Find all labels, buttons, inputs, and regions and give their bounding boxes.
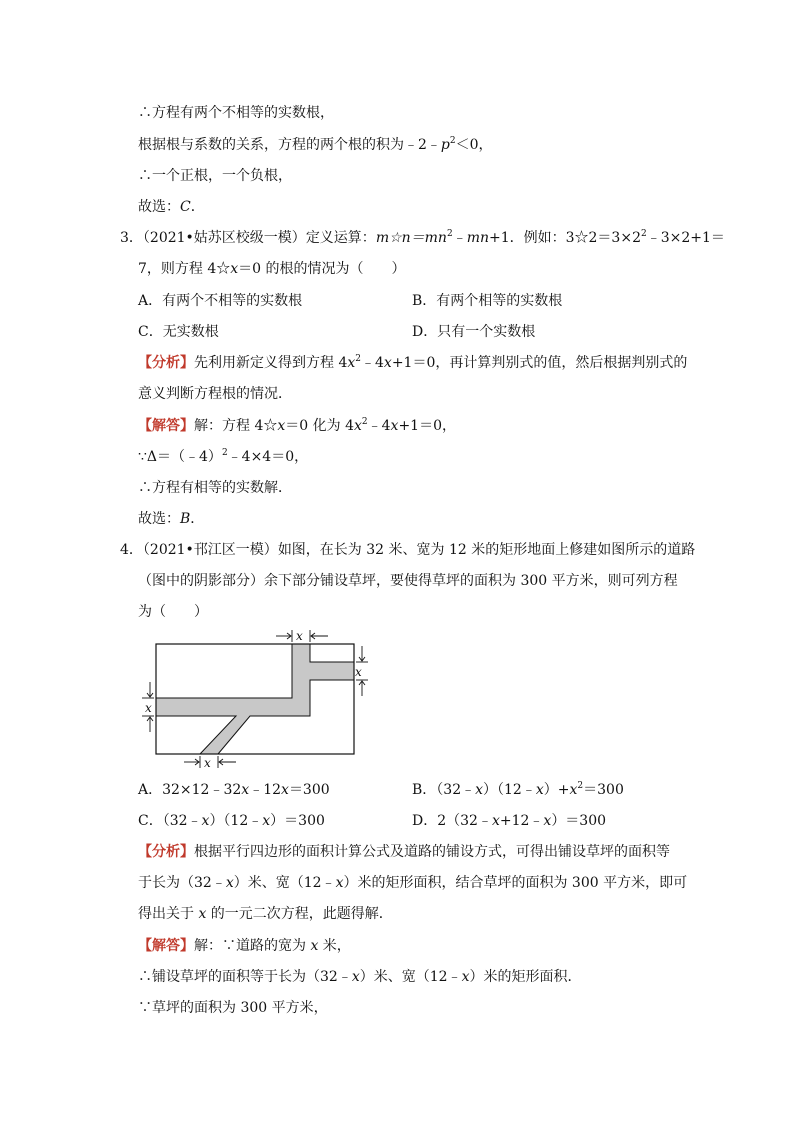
text: ∴一个正根，一个负根，: [138, 168, 292, 184]
text: ）米的矩形面积，结合草坪的面积为 300 平方米，即可: [343, 875, 688, 891]
q4-option-d: [412, 811, 606, 831]
text: 先利用新定义得到方程 4: [194, 355, 348, 371]
var: x: [461, 969, 470, 985]
var: x: [310, 938, 319, 954]
var: x: [198, 906, 207, 922]
text: 为（ ）: [138, 604, 208, 620]
answer-letter: B: [180, 511, 191, 527]
text: ）（12﹣: [209, 813, 263, 829]
dimension-label-left: x: [145, 701, 152, 715]
q3-option-b: [412, 291, 562, 311]
text: +1．例如：3☆2＝3×2: [488, 230, 641, 246]
prev-line-4: [138, 197, 205, 217]
q4-answer-line-2: [138, 967, 581, 987]
text: 故选：: [138, 511, 180, 527]
right-road: [310, 662, 354, 680]
question-source: （2021•邗江区一模）: [142, 542, 278, 558]
question-source: （2021•姑苏区校级一模）: [142, 230, 306, 246]
q4-answer-line-1: [138, 936, 351, 956]
text: ﹣4: [367, 418, 391, 434]
text: ．: [190, 511, 205, 527]
text: ．: [190, 199, 205, 215]
superscript: 2: [640, 229, 647, 239]
q3-stem-line-1: [120, 228, 725, 248]
horizontal-road: [156, 680, 310, 754]
vertical-road: [292, 644, 310, 686]
text: B．有两个相等的实数根: [412, 293, 563, 309]
text: A．32×12﹣32: [138, 782, 242, 798]
question-number: 4．: [120, 542, 143, 558]
text: 得出关于: [138, 906, 199, 922]
text: ﹣3×2+1＝: [646, 230, 725, 246]
text: ）（12﹣: [483, 782, 536, 798]
text: ）＝300: [270, 813, 325, 829]
text: 米，: [318, 938, 351, 954]
text: ∵草坪的面积为 300 平方米，: [138, 1000, 328, 1016]
answer-letter: C: [180, 199, 191, 215]
superscript: 2: [446, 229, 453, 239]
q4-option-b: [412, 780, 624, 800]
var: x: [390, 418, 399, 434]
q3-analysis-line-1: [138, 353, 687, 373]
q3-answer-line-1: [138, 416, 456, 436]
dimension-label-bottom: x: [204, 756, 211, 770]
text: ﹣4×4＝0，: [227, 449, 309, 465]
text: 的一元二次方程，此题得解．: [206, 906, 393, 922]
q3-option-d: [412, 322, 535, 342]
var: x: [353, 418, 362, 434]
dimension-label-top: x: [296, 629, 303, 643]
road-shaded-region: [156, 644, 354, 754]
var: x: [277, 418, 286, 434]
text: 根据平行四边形的面积计算公式及道路的铺设方式，可得出铺设草坪的面积等: [194, 844, 670, 860]
q4-stem-line-3: [138, 602, 208, 622]
text: ＝0 的根的情况为（ ）: [238, 261, 406, 277]
text: 7，则方程 4☆: [138, 261, 231, 277]
prev-line-1: [138, 103, 334, 123]
text: +1＝0，再计算判别式的值，然后根据判别式的: [391, 355, 688, 371]
q3-option-c: [138, 322, 219, 342]
text: ﹣: [452, 230, 467, 246]
var: x: [569, 782, 578, 798]
text: 故选：: [138, 199, 180, 215]
answer-tag: 【解答】: [138, 938, 194, 954]
text: ∴方程有两个不相等的实数根，: [138, 105, 334, 121]
prev-line-3: [138, 166, 292, 186]
text: ）米、宽（12﹣: [359, 969, 462, 985]
q3-stem-line-2: [138, 259, 406, 279]
var: x: [351, 969, 360, 985]
answer-tag: 【解答】: [138, 418, 194, 434]
q4-analysis-line-1: [138, 842, 670, 862]
var: x: [201, 813, 210, 829]
text: D．2（32﹣: [412, 813, 492, 829]
text: ）＝300: [551, 813, 607, 829]
var: x: [225, 875, 234, 891]
var: x: [491, 813, 500, 829]
superscript: 2: [449, 136, 456, 146]
superscript: 2: [361, 417, 368, 427]
superscript: 2: [355, 354, 361, 364]
q4-stem-line-2: [138, 571, 678, 591]
text: ）+: [543, 782, 570, 798]
analysis-tag: 【分析】: [138, 844, 194, 860]
text: （图中的阴影部分）余下部分铺设草坪，要使得草坪的面积为 300 平方米，则可列方程: [138, 573, 678, 589]
q4-stem-line-1: [120, 540, 695, 560]
question-number: 3．: [120, 230, 143, 246]
q4-option-c: [138, 811, 325, 831]
q3-answer-line-4: [138, 509, 204, 529]
expr: m☆n＝mn: [375, 230, 447, 246]
text: B．（32﹣: [412, 782, 476, 798]
q3-analysis-line-2: [138, 384, 292, 404]
text: ）米、宽（12﹣: [233, 875, 336, 891]
text: ＝0 化为 4: [285, 418, 354, 434]
text: 如图，在长为 32 米、宽为 12 米的矩形地面上修建如图所示的道路: [277, 542, 696, 558]
var: x: [347, 355, 356, 371]
analysis-tag: 【分析】: [138, 355, 194, 371]
q4-analysis-line-3: [138, 904, 393, 924]
text: ∴铺设草坪的面积等于长为（32﹣: [138, 969, 352, 985]
text: 定义运算：: [305, 230, 376, 246]
var: x: [281, 782, 289, 798]
text: A．有两个不相等的实数根: [138, 293, 303, 309]
var: x: [335, 875, 344, 891]
q4-option-a: [138, 780, 330, 800]
text: 于长为（32﹣: [138, 875, 226, 891]
text: ﹣12: [249, 782, 282, 798]
var: x: [383, 355, 392, 371]
expr: mn: [466, 230, 489, 246]
dimension-label-right: x: [355, 665, 362, 679]
var: x: [262, 813, 271, 829]
text: +1＝0，: [398, 418, 456, 434]
text: 解：方程 4☆: [194, 418, 278, 434]
text: ）米的矩形面积．: [469, 969, 582, 985]
text: 根据根与系数的关系，方程的两个根的积为﹣2﹣: [138, 137, 441, 153]
q3-answer-line-2: [138, 447, 308, 467]
text: ∵Δ＝（﹣4）: [138, 449, 222, 465]
q4-answer-line-3: [138, 998, 328, 1018]
q3-answer-line-3: [138, 478, 292, 498]
text: C．（32﹣: [138, 813, 202, 829]
text: ＝300: [288, 782, 330, 798]
text: ＜0，: [455, 137, 493, 153]
prev-line-2: [138, 135, 493, 155]
text: 意义判断方程根的情况．: [138, 386, 292, 402]
var: x: [535, 782, 544, 798]
text: C．无实数根: [138, 324, 219, 340]
text: 解：∵道路的宽为: [194, 938, 311, 954]
text: ＝300: [583, 782, 624, 798]
road-diagram: [138, 626, 378, 772]
var: x: [543, 813, 552, 829]
q4-analysis-line-2: [138, 873, 687, 893]
var: x: [241, 782, 250, 798]
superscript: 2: [221, 448, 228, 458]
var: p: [440, 137, 450, 153]
q3-option-a: [138, 291, 302, 311]
superscript: 2: [577, 781, 584, 791]
text: +12﹣: [499, 813, 544, 829]
var: x: [230, 261, 239, 277]
text: ﹣4: [361, 355, 384, 371]
var: x: [475, 782, 484, 798]
text: ∴方程有相等的实数解．: [138, 480, 292, 496]
text: D．只有一个实数根: [412, 324, 536, 340]
